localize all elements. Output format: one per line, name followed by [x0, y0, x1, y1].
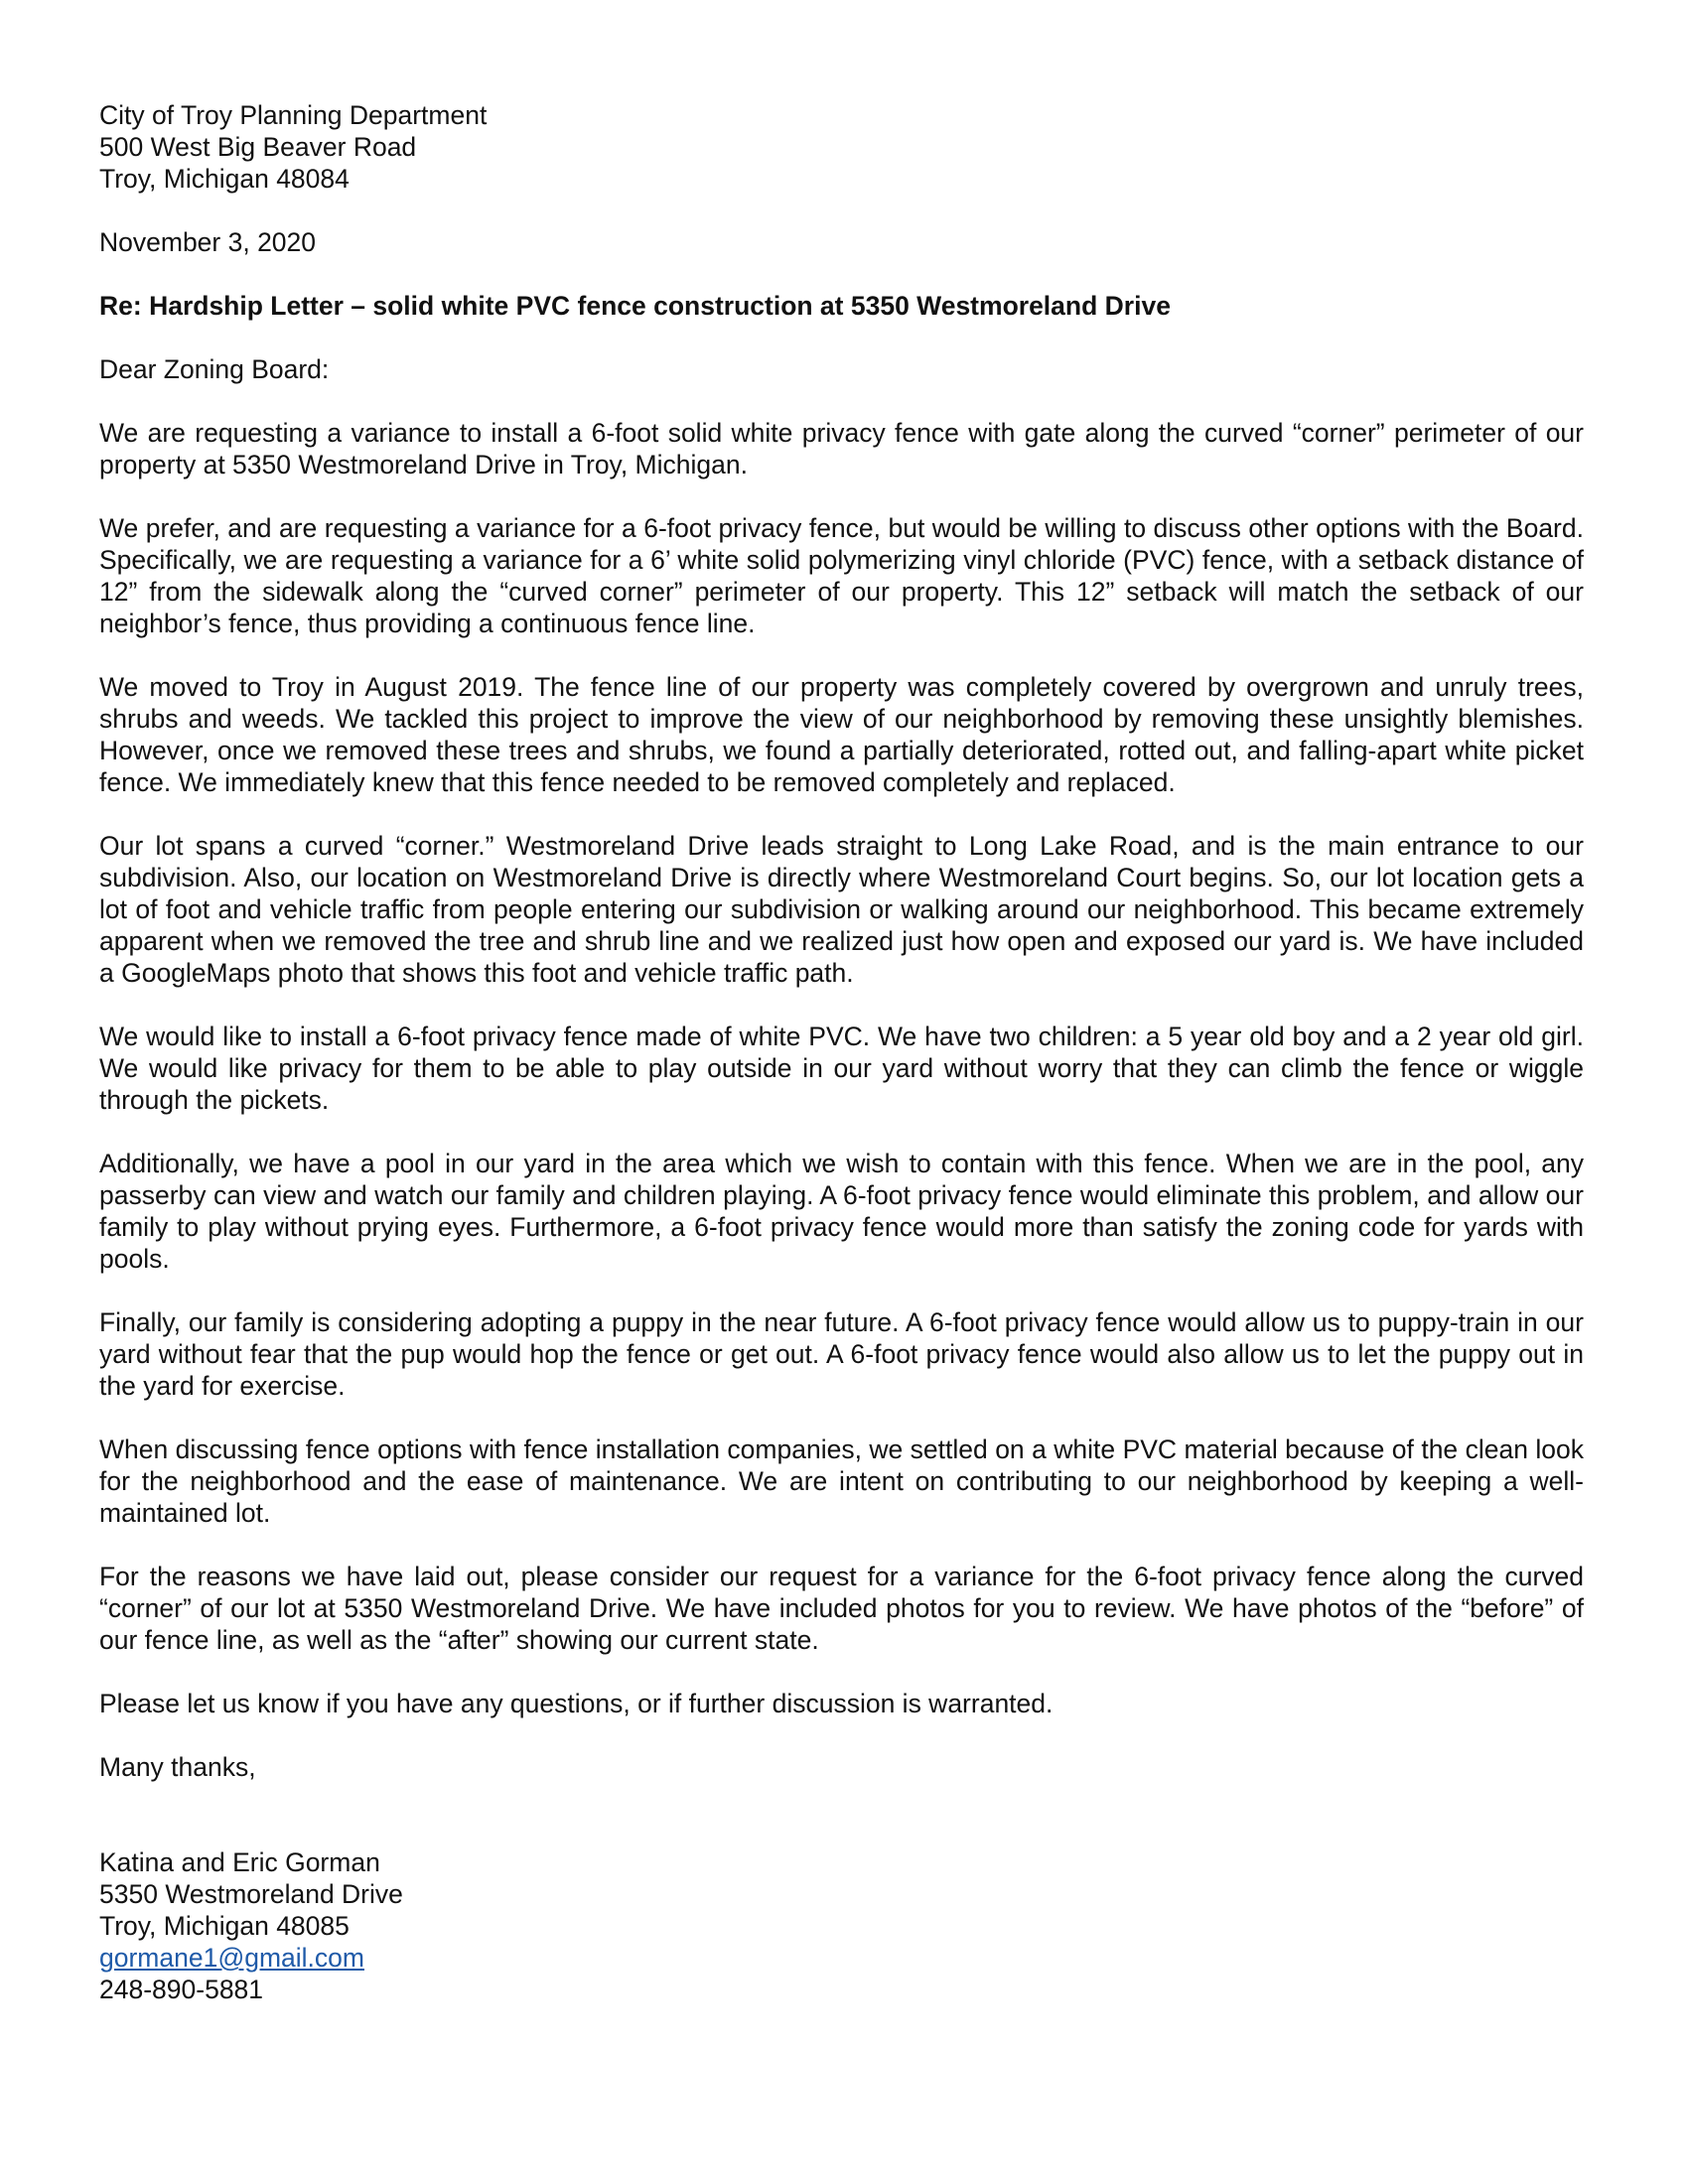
paragraph-location: Our lot spans a curved “corner.” Westmoreland Drive leads straight to Long Lake Road, and is the main entrance to our subdivision. Also, our location on Westmoreland Drive is directly where Westmoreland Court begins. So, our lot location gets a lot of foot and vehicle traffic from people entering our subdivision or walking around our neighborhood. This became extremely apparent when we removed the tree and shrub line and we realized just how open and exposed our yard is. We have included a GoogleMaps photo that shows this foot and vehicle traffic path. [99, 831, 1584, 988]
paragraph-pool: Additionally, we have a pool in our yard in the area which we wish to contain with this fence. When we are in the pool, any passerby can view and watch our family and children playing. A 6-foot privacy fence would eliminate this problem, and allow our family to play without prying eyes. Furthermore, a 6-foot privacy fence would more than satisfy the zoning code for yards with pools. [99, 1149, 1584, 1274]
recipient-city: Troy, Michigan 48084 [99, 164, 350, 194]
email-link[interactable]: gormane1@gmail.com [99, 1943, 364, 1973]
salutation: Dear Zoning Board: [99, 354, 330, 384]
recipient-street: 500 West Big Beaver Road [99, 132, 417, 162]
paragraph-children: We would like to install a 6-foot privacy fence made of white PVC. We have two children: a 5 year old boy and a 2 year old girl. We would like privacy for them to be able to play outside in our yard without worry that they can climb the fence or wiggle through the pickets. [99, 1022, 1584, 1115]
paragraph-material: When discussing fence options with fence installation companies, we settled on a white PVC material because of the clean look for the neighborhood and the ease of maintenance. We are intent on contributing to our neighborhood by keeping a well-maintained lot. [99, 1434, 1584, 1528]
closing: Many thanks, [99, 1752, 256, 1782]
paragraph-background: We moved to Troy in August 2019. The fence line of our property was completely covered by overgrown and unruly trees, shrubs and weeds. We tackled this project to improve the view of our neighborhood by removing these unsightly blemishes. However, once we removed these trees and shrubs, we found a partially deteriorated, rotted out, and falling-apart white picket fence. We immediately knew that this fence needed to be removed completely and replaced. [99, 672, 1584, 797]
recipient-address [99, 99, 1584, 195]
signature-city: Troy, Michigan 48085 [99, 1911, 350, 1941]
letter-date: November 3, 2020 [99, 227, 317, 257]
recipient-name: City of Troy Planning Department [99, 100, 488, 130]
subject-line: Re: Hardship Letter – solid white PVC fence construction at 5350 Westmoreland Drive [99, 291, 1171, 321]
signature-street: 5350 Westmoreland Drive [99, 1879, 403, 1909]
paragraph-conclusion: For the reasons we have laid out, please consider our request for a variance for the 6-foot privacy fence along the curved “corner” of our lot at 5350 Westmoreland Drive. We have included photos for you to review. We have photos of the “before” of our fence line, as well as the “after” showing our current state. [99, 1562, 1584, 1655]
letter-page [99, 99, 1584, 2005]
signature-block [99, 1846, 1584, 2005]
signature-names: Katina and Eric Gorman [99, 1847, 380, 1877]
paragraph-variance-request: We are requesting a variance to install a 6-foot solid white privacy fence with gate along the curved “corner” perimeter of our property at 5350 Westmoreland Drive in Troy, Michigan. [99, 418, 1584, 479]
paragraph-preference: We prefer, and are requesting a variance for a 6-foot privacy fence, but would be willing to discuss other options with the Board. Specifically, we are requesting a variance for a 6’ white solid polymerizing vinyl chloride (PVC) fence, with a setback distance of 12” from the sidewalk along the “curved corner” perimeter of our property. This 12” setback will match the setback of our neighbor’s fence, thus providing a continuous fence line. [99, 513, 1584, 638]
paragraph-puppy: Finally, our family is considering adopting a puppy in the near future. A 6-foot privacy fence would allow us to puppy-train in our yard without fear that the pup would hop the fence or get out. A 6-foot privacy fence would also allow us to let the puppy out in the yard for exercise. [99, 1307, 1584, 1401]
signature-phone: 248-890-5881 [99, 1975, 264, 2004]
paragraph-questions: Please let us know if you have any questions, or if further discussion is warranted. [99, 1689, 1054, 1718]
